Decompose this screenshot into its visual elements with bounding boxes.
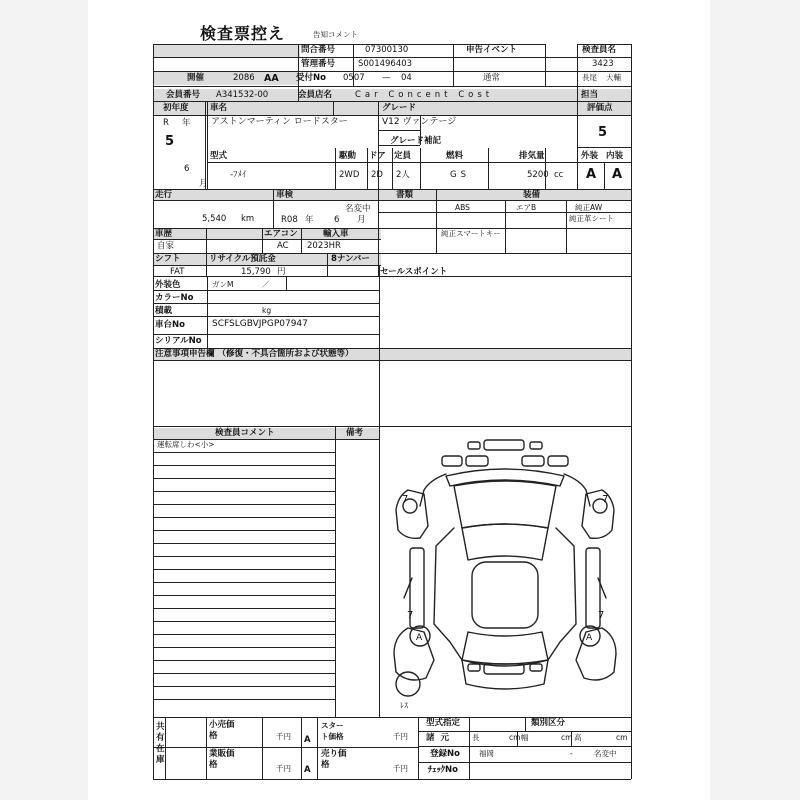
auction-site: AA	[264, 73, 279, 84]
history-label: 車歴	[155, 229, 173, 239]
registration-no-label: 登録No	[430, 749, 460, 759]
inspection-expiry-year-unit: 年	[305, 215, 314, 225]
import-label: 輸入車	[323, 229, 349, 239]
fog-left	[466, 456, 488, 466]
rear-deck	[462, 632, 548, 664]
right-mirror	[598, 578, 606, 598]
mark-a-left: A	[416, 633, 423, 643]
width-unit: cm	[561, 733, 573, 742]
fuel-value: GS	[450, 170, 470, 180]
retail-price-unit: 千円	[276, 732, 291, 741]
rear-left-wheel-arch	[394, 628, 434, 680]
year-unit: 年	[182, 118, 191, 128]
length-label: 長	[472, 733, 480, 742]
shared-stock-label: 共有在庫	[156, 722, 165, 765]
body-color-label: 外装色	[155, 280, 181, 290]
front-bumper	[446, 469, 564, 486]
reception-no-label: 受付No	[296, 73, 326, 83]
equipment-label: 装備	[523, 190, 541, 200]
left-side-body	[434, 528, 462, 660]
front-mark-right	[530, 442, 542, 449]
inspection-expiry-month-unit: 月	[357, 215, 366, 225]
model-label: 型式	[210, 151, 228, 161]
body-color-slash: ／	[262, 280, 270, 289]
first-reg-label: 初年度	[163, 103, 189, 113]
equip-airbag: エアB	[516, 203, 537, 212]
model-designation-label: 型式指定	[426, 718, 461, 728]
auction-value: 2086	[233, 73, 255, 83]
exterior-grade-value: A	[586, 167, 597, 182]
control-no-label: 管理番号	[301, 59, 336, 69]
wholesale-price-label: 業販価格	[209, 749, 235, 770]
inspector-id: 3423	[592, 59, 614, 69]
equip-smart-key: 純正スマートキー	[441, 229, 501, 238]
interior-grade-label: 内装	[606, 151, 624, 161]
capacity-value: 2人	[396, 170, 410, 180]
model-value: -ﾌﾒｲ	[230, 170, 246, 180]
car-damage-diagram	[380, 428, 630, 713]
hood	[454, 481, 556, 528]
load-unit: kg	[262, 306, 272, 315]
inquiry-no-label: 問合番号	[301, 45, 336, 55]
remarks-label: 備考	[346, 428, 364, 438]
sales-point-label: セールスポイント	[380, 267, 448, 277]
capacity-label: 定員	[394, 151, 412, 161]
declared-event-label: 申告イベント	[466, 45, 518, 55]
windshield	[462, 524, 548, 560]
chassis-no-value: SCFSLGBVJPGP07947	[212, 319, 308, 329]
mileage-label: 走行	[155, 190, 173, 200]
member-no-label: 会員番号	[166, 90, 201, 100]
taillight-left-inner	[468, 664, 480, 671]
body-color-value: ガンM	[212, 280, 234, 289]
inspector-given-name: 大輔	[606, 73, 621, 82]
fog-right	[522, 456, 544, 466]
notice-comment-label: 告知コメント	[313, 30, 358, 39]
sell-price-unit: 千円	[393, 764, 408, 773]
inspection-expiry-era: R08	[281, 215, 298, 225]
rear-right-wheel-arch	[576, 628, 616, 680]
start-price-unit: 千円	[393, 732, 408, 741]
mark-a-right: A	[586, 633, 593, 643]
load-label: 積載	[155, 306, 173, 316]
car-name-label: 車名	[210, 103, 228, 113]
color-no-label: カラーNo	[155, 293, 194, 303]
wholesale-a: A	[304, 765, 311, 775]
headlight-right	[548, 456, 568, 466]
exterior-grade-label: 外装	[581, 151, 599, 161]
interior-grade-value: A	[612, 167, 623, 182]
displacement-unit: cc	[554, 170, 564, 180]
front-left-wheel-arch	[396, 490, 428, 538]
mark-7-front-left: 7	[407, 610, 414, 621]
store-name-label: 会員店名	[298, 90, 333, 100]
door-label: ドア	[369, 151, 386, 161]
sell-price-label: 売り価格	[321, 749, 347, 770]
month-value: 6	[184, 164, 190, 174]
registration-status: 名変中	[594, 749, 617, 758]
equip-genuine-aw: 純正AW	[575, 203, 603, 212]
month-unit: 月	[199, 179, 208, 189]
shift-value: FAT	[170, 267, 185, 277]
grade-value: V12 ヴァンテージ	[382, 117, 457, 127]
score-label: 評価点	[587, 103, 613, 113]
wholesale-price-unit: 千円	[276, 764, 291, 773]
length-unit: cm	[509, 733, 521, 742]
inspector-name-label: 検査員名	[582, 45, 617, 55]
grade-supplement-label: グレード補記	[390, 136, 442, 146]
right-side-body	[548, 528, 576, 660]
year-value: 5	[165, 134, 175, 149]
grade-label: グレード	[382, 103, 417, 113]
check-no-label: ﾁｪｯｸNo	[428, 765, 458, 775]
caution-field-label: 注意事項申告欄 （修復・不具合箇所および状態等）	[155, 349, 354, 359]
headlight-left	[442, 456, 462, 466]
front-grille	[484, 440, 524, 450]
shift-label: シフト	[155, 254, 181, 264]
recycle-deposit-value: 15,790	[241, 267, 271, 277]
spare-tire-icon	[396, 672, 420, 696]
front-right-wheel-arch	[582, 490, 614, 538]
person-in-charge-label: 担当	[581, 90, 599, 100]
reception-no-a: 0507	[343, 73, 365, 83]
category-class-label: 類別区分	[531, 718, 566, 728]
displacement-label: 排気量	[519, 151, 545, 161]
inquiry-no-value: 07300130	[365, 45, 409, 55]
equip-abs: ABS	[455, 203, 470, 212]
inspection-expiry-label: 車検	[276, 190, 294, 200]
retail-price-label: 小売価格	[209, 720, 235, 741]
documents-label: 書類	[396, 190, 414, 200]
score-value: 5	[598, 125, 608, 140]
aircon-label: エアコン	[264, 229, 298, 239]
drive-label: 駆動	[339, 151, 357, 161]
width-label: 幅	[521, 733, 529, 742]
car-name-value: アストンマーティン ロードスター	[211, 117, 348, 127]
fuel-label: 燃料	[446, 151, 464, 161]
auction-label: 開催	[187, 73, 205, 83]
inspector-surname: 長尾	[582, 73, 597, 82]
serial-no-label: シリアルNo	[155, 336, 202, 346]
left-mirror	[404, 578, 412, 598]
store-name-value: Car Concent Cost	[355, 90, 494, 100]
taillight-right-inner	[530, 664, 542, 671]
specs-label: 諸元	[426, 733, 456, 743]
drive-value: 2WD	[339, 170, 360, 180]
displacement-value: 5200	[527, 170, 549, 180]
inspection-expiry-status: 名変中	[345, 204, 371, 214]
front-right-fender	[564, 474, 590, 506]
roof	[472, 562, 538, 628]
declared-event-value: 通常	[483, 73, 501, 83]
control-no-value: S001496403	[358, 59, 413, 69]
chassis-no-label: 車台No	[155, 320, 185, 330]
reception-no-b: 04	[401, 73, 412, 83]
aircon-value: AC	[277, 241, 289, 251]
mark-7-front-right: 7	[598, 610, 605, 621]
front-left-fender	[420, 474, 446, 506]
recycle-deposit-label: リサイクル預託金	[209, 254, 276, 264]
mileage-unit: km	[241, 214, 255, 224]
history-value: 自家	[157, 241, 175, 251]
era-value: R	[163, 118, 169, 128]
retail-a: A	[304, 735, 311, 745]
front-mark-left	[468, 442, 480, 449]
recycle-deposit-unit: 円	[277, 267, 286, 277]
reception-no-sep: —	[382, 73, 391, 83]
mark-7-rear-right: 7	[602, 494, 609, 505]
registration-dash: -	[570, 749, 573, 758]
mileage-value: 5,540	[202, 214, 227, 224]
inspector-comment-label: 検査員コメント	[215, 428, 275, 438]
inspector-comment-value: 運転席しわ<小>	[157, 440, 215, 449]
import-value: 2023HR	[307, 241, 341, 251]
sheet-title: 検査票控え	[200, 24, 286, 43]
res-label: ﾚｽ	[400, 701, 408, 710]
height-label: 高	[574, 733, 582, 742]
start-price-label: スタート価格	[321, 721, 344, 741]
mark-7-rear-left: 7	[402, 494, 409, 505]
registration-prefecture: 福岡	[479, 749, 494, 758]
member-no-value: A341532-00	[216, 90, 269, 100]
equip-genuine-leather: 純正革シート	[569, 214, 614, 223]
door-value: 2D	[371, 170, 383, 180]
eight-number-label: 8ナンバー	[331, 254, 370, 264]
height-unit: cm	[616, 733, 628, 742]
inspection-expiry-month: 6	[334, 215, 340, 225]
